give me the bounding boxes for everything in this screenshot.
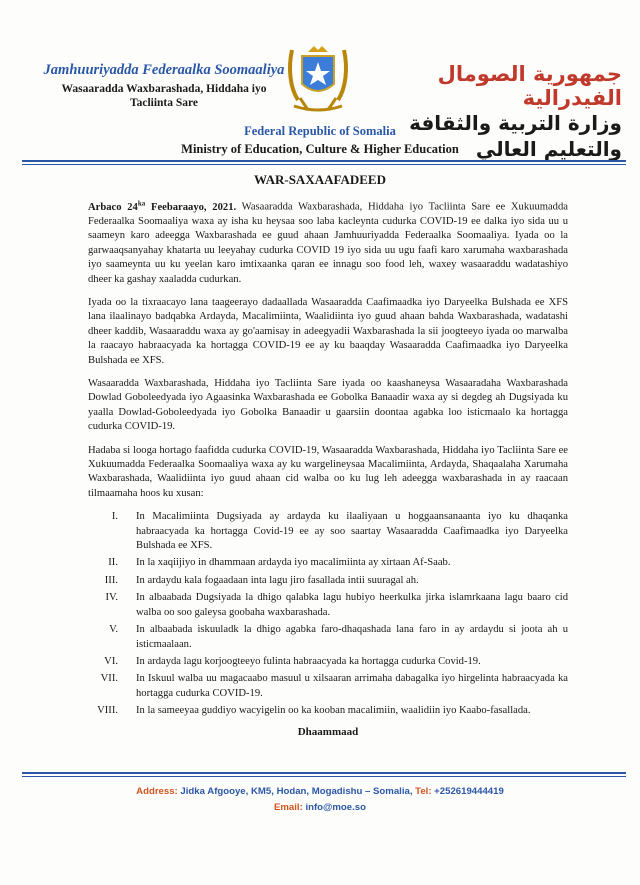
list-item — [88, 704, 568, 718]
header-english-ministry: Ministry of Education, Culture & Higher Education — [181, 142, 459, 156]
tel-text: +252619444419 — [431, 786, 504, 797]
document-body — [88, 196, 568, 739]
list-item-number: IV. — [105, 592, 118, 604]
header-english-country: Federal Republic of Somalia — [244, 124, 396, 138]
footer-divider-thin — [22, 776, 626, 777]
header-arabic-country: جمهورية الصومال الفيدرالية — [437, 62, 622, 110]
list-item-number: VI. — [104, 655, 118, 667]
list-item — [88, 623, 568, 652]
somalia-coat-of-arms-icon — [278, 38, 358, 118]
paragraph-4: Hadaba si looga hortago faafidda cudurka COVID-19, Wasaaradda Waxbarashada, Hiddaha iyo Tacliinta Sare ee Xukuumadda Federaalka Soomaaliya waxa ay ku wargelineysaa Macalimiinta, Ardayda, Shaqaalaha Xarumaha Waxbarashada, Waalidiinta iyo guud ahaan cid walba oo ku lug leh adeegga waxbarashada in ay raacaan tilmaamaha hoos ku xusan: — [88, 444, 568, 499]
list-item — [88, 655, 568, 669]
header-somali-country: Jamhuuriyadda Federaalka Soomaaliya — [43, 62, 285, 78]
list-item — [88, 574, 568, 588]
paragraph-2: Iyada oo la tixraacayo lana taageerayo dadaallada Wasaaradda Caafimaadka iyo Daryeelka Bulshada ee XFS lana ilaalinayo badqabka Ardayda, Macalimiinta, Waalidiinta iyo guud ahaan bahda Waxbarashada, wadatashi dheer kaddib, Wasaaraddu waxa ay go'aamisay in adeegyadii Waxbarashada la sii joogteeyo iyada oo marwalba la raacayo habraacyada ka hortagga COVID-19 ee ay ku baaqday Wasaaradda Caafimaadka iyo Daryeelka Bulshada ee XFS. — [88, 296, 568, 366]
document-title: WAR-SAXAAFADEED — [254, 172, 386, 187]
footer — [0, 784, 640, 816]
guidelines-list — [88, 510, 568, 718]
list-item-text: In ardaydu kala fogaadaan inta lagu jiro fasallada intii suuragal ah. — [136, 574, 419, 586]
header-left — [14, 62, 314, 109]
tel-label: Tel: — [415, 786, 432, 797]
header-somali-ministry-line2: Tacliinta Sare — [129, 97, 199, 109]
date-month-year: Feebaraayo, 2021. — [145, 201, 237, 213]
footer-address-line — [0, 784, 640, 800]
header-center-english — [0, 124, 640, 157]
list-item-number: II. — [108, 557, 118, 569]
list-item-text: In la xaqiijiyo in dhammaan ardayda iyo macalimiinta ay xirtaan Af-Saab. — [136, 557, 451, 569]
header-arabic-ministry: وزارة التربية والثقافة والتعليم العالي — [409, 111, 622, 161]
list-item-text: In albaabada Dugsiyada la dhigo qalabka lagu hubiyo heerkulka jirka islamrkaana lagu baaro cid walba oo soo galeysa goobaha waxbarashada. — [136, 592, 568, 618]
header-divider-thin — [22, 164, 626, 165]
date-day: Arbaco 24 — [88, 201, 138, 213]
list-item — [88, 556, 568, 570]
list-item-number: VIII. — [97, 705, 118, 717]
closing-text: Dhaammaad — [297, 725, 359, 738]
list-item — [88, 672, 568, 701]
header-somali-ministry-line1: Wasaaradda Waxbarashada, Hiddaha iyo — [61, 83, 267, 95]
document-date — [88, 199, 237, 213]
email-label: Email: — [274, 802, 303, 813]
address-text: Jidka Afgooye, KM5, Hodan, Mogadishu – Somalia, — [177, 786, 416, 797]
list-item-number: V. — [109, 624, 118, 636]
list-item — [88, 591, 568, 620]
paragraph-3: Wasaaradda Waxbarashada, Hiddaha iyo Tacliinta Sare iyada oo kaashaneysa Wasaaradaha Waxbarashada Dowlad Goboleedyada iyo Agaasinka Waxbarashada ee Gobolka Banaadir waxa ay si degdeg ah Dugsiyada ku yaalla Dowlad-Goboleedyada iyo Gobolka Banaadir u gaarsiin doontaa agabka loo isticmaalo ka hortagga cudurka COVID-19. — [88, 378, 568, 433]
list-item-text: In la sameeyaa guddiyo wacyigelin oo ka kooban macalimiin, waalidiin iyo Kaabo-fasallada. — [136, 705, 531, 717]
paragraph-1 — [88, 196, 568, 287]
list-item-text: In ardayda lagu korjoogteeyo fulinta habraacyada ka hortagga cudurka Covid-19. — [136, 655, 481, 667]
list-item-number: I. — [111, 511, 118, 523]
list-item-text: In albaabada iskuuladk la dhigo agabka faro-dhaqashada lana faro in ay ardaydu si joota ah u isticmaalaan. — [136, 624, 568, 650]
header-divider — [22, 160, 626, 162]
list-item-number: III. — [104, 574, 118, 586]
footer-email-line — [0, 800, 640, 816]
list-item — [88, 510, 568, 553]
footer-divider — [22, 772, 626, 774]
paragraph-1-text: Wasaaradda Waxbarashada, Hiddaha iyo Tacliinta Sare ee Xukuumadda Federaalka Soomaaliya waxa ay isha ku heysaa soo laba kacleynta cudurka COVID-19 ee dalka iyo sida uu u saameyn karo adeegga Waxbarashada ee guud ahaan Jamhuuriyadda Federaalka Soomaaliya. Iyada oo la garwaaqsanyahay khatarta uu leeyahay cudurka COVID 19 iyo sida uu ugu faafi karo xarumaha waxbarashada iyo saameynta uu ku yeelan karo imtixaanka qaran ee innagu soo food leh, waxey wasaaraddu wadatashiyo dheer ka gashay xaaladda cudurkan. — [88, 201, 568, 285]
list-item-text: In Macalimiinta Dugsiyada ay ardayda ku ilaaliyaan u hoggaansanaanta iyo ku dhaqanka habraacyada ka hortagga Covid-19 ee ay soo saartay Wasaaradda Caafimaadka iyo Daryeelka Bulshada ee XFS. — [136, 511, 568, 552]
list-item-number: VII. — [100, 673, 118, 685]
date-suffix: ka — [137, 199, 146, 207]
list-item-text: In Iskuul walba uu magacaabo masuul u xilsaaran arrimaha dabagalka iyo hirgelinta habraacyada ka hortagga cudurka COVID-19. — [136, 673, 568, 699]
address-label: Address: — [136, 786, 178, 797]
email-link[interactable]: info@moe.so — [302, 802, 366, 813]
